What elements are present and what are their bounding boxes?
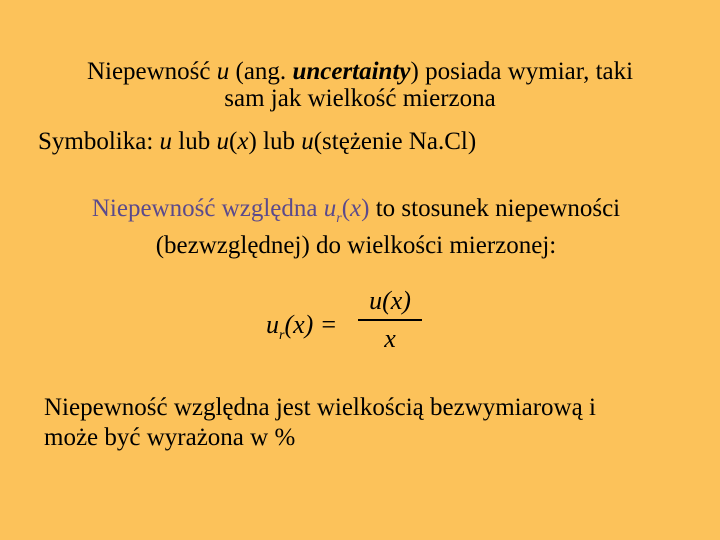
paragraph-dimensionless bbox=[44, 393, 684, 453]
symbol-u: u bbox=[301, 128, 314, 155]
symbol-u: u bbox=[159, 128, 173, 155]
symbol-u: u bbox=[216, 128, 229, 155]
symbol-u: u bbox=[266, 310, 279, 339]
formula-fraction bbox=[358, 286, 422, 354]
text: ) lub bbox=[248, 128, 302, 155]
formula-numerator: u(x) bbox=[369, 286, 411, 315]
text: lub bbox=[172, 128, 217, 155]
text: ) posiada wymiar, taki bbox=[410, 58, 634, 85]
formula-denominator: x bbox=[384, 324, 396, 353]
paragraph-uncertainty-definition bbox=[40, 58, 680, 112]
text: Niepewność bbox=[86, 58, 217, 85]
subscript-r: r bbox=[279, 328, 285, 343]
symbol-u: u bbox=[216, 58, 230, 85]
accent-term: Niepewność względna bbox=[91, 195, 324, 222]
accent-text bbox=[91, 195, 370, 226]
paren: ) bbox=[361, 195, 370, 222]
text: to stosunek niepewności bbox=[369, 195, 621, 222]
fraction-bar bbox=[358, 319, 422, 321]
symbol-u: u bbox=[323, 195, 337, 222]
text-line-2: (bezwzględnej) do wielkości mierzonej: bbox=[155, 232, 557, 259]
paragraph-relative-uncertainty bbox=[46, 195, 666, 259]
paragraph-symbolics bbox=[38, 128, 698, 155]
formula-lhs-rest: (x) = bbox=[284, 310, 338, 339]
term-uncertainty: uncertainty bbox=[292, 58, 411, 85]
paren: ( bbox=[341, 195, 351, 222]
formula-relative-uncertainty bbox=[262, 286, 432, 366]
symbol-x: x bbox=[237, 128, 249, 155]
text-line-2: może być wyrażona w % bbox=[44, 424, 296, 451]
text: ( bbox=[229, 128, 238, 155]
symbol-x: x bbox=[350, 195, 362, 222]
text: (ang. bbox=[229, 58, 293, 85]
text: (stężenie Na.Cl) bbox=[313, 128, 477, 155]
subscript-r: r bbox=[336, 211, 342, 226]
text-line-1: Niepewność względna jest wielkością bezwymiarową i bbox=[44, 394, 596, 421]
text: Symbolika: bbox=[38, 128, 160, 155]
text-line-2: sam jak wielkość mierzona bbox=[224, 85, 496, 112]
formula-lhs bbox=[266, 310, 337, 344]
